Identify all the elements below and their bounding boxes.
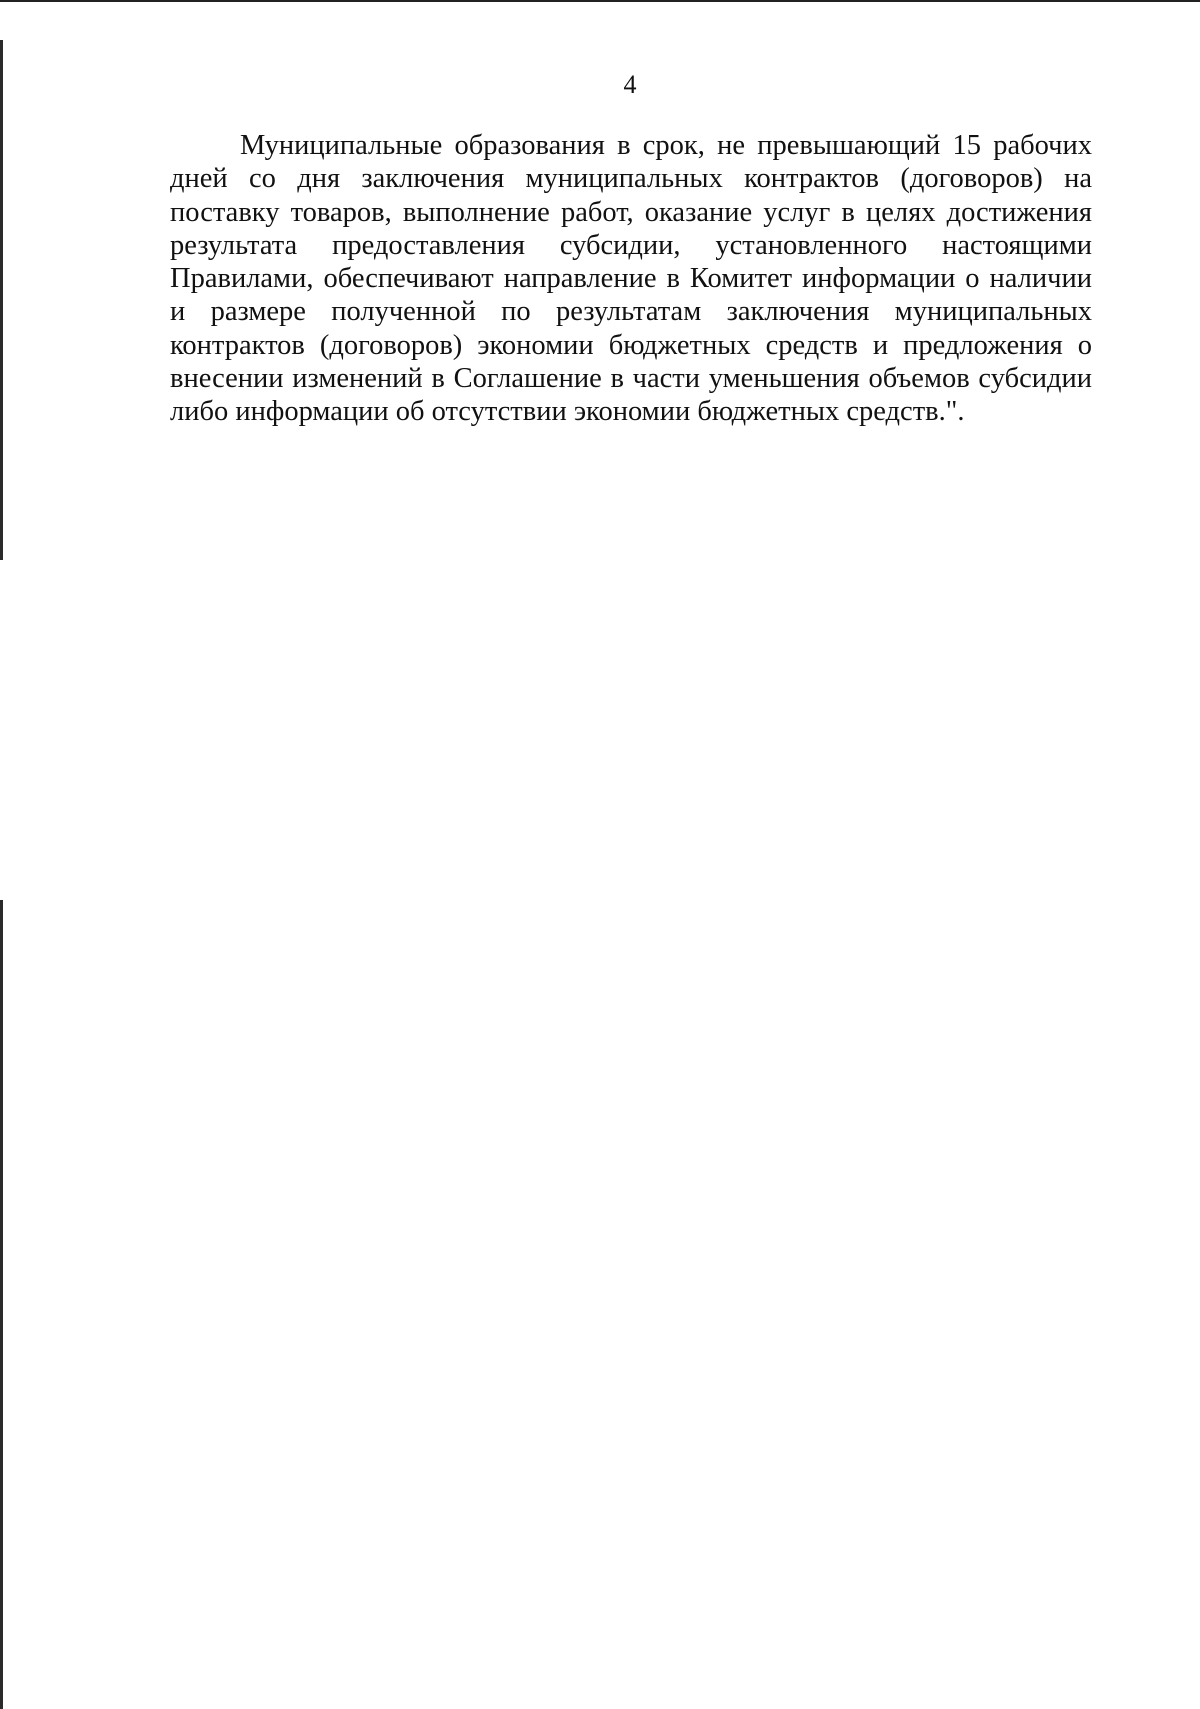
body-paragraph: Муниципальные образования в срок, не превышающий 15 рабочих дней со дня заключения муниципальных контрактов (договоров) на поставку товаров, выполнение работ, оказание услуг в целях достижения результата предоставления субсидии, установленного настоящими Правилами, обеспечивают направление в Комитет информации о наличии и размере полученной по результатам заключения муниципальных контрактов (договоров) экономии бюджетных средств и предложения о внесении изменений в Соглашение в части уменьшения объемов субсидии либо информации об отсутствии экономии бюджетных средств.". <box>170 130 1092 428</box>
scan-border-gap <box>0 560 3 900</box>
page-number: 4 <box>623 70 637 99</box>
scan-border-top <box>0 0 1200 2</box>
